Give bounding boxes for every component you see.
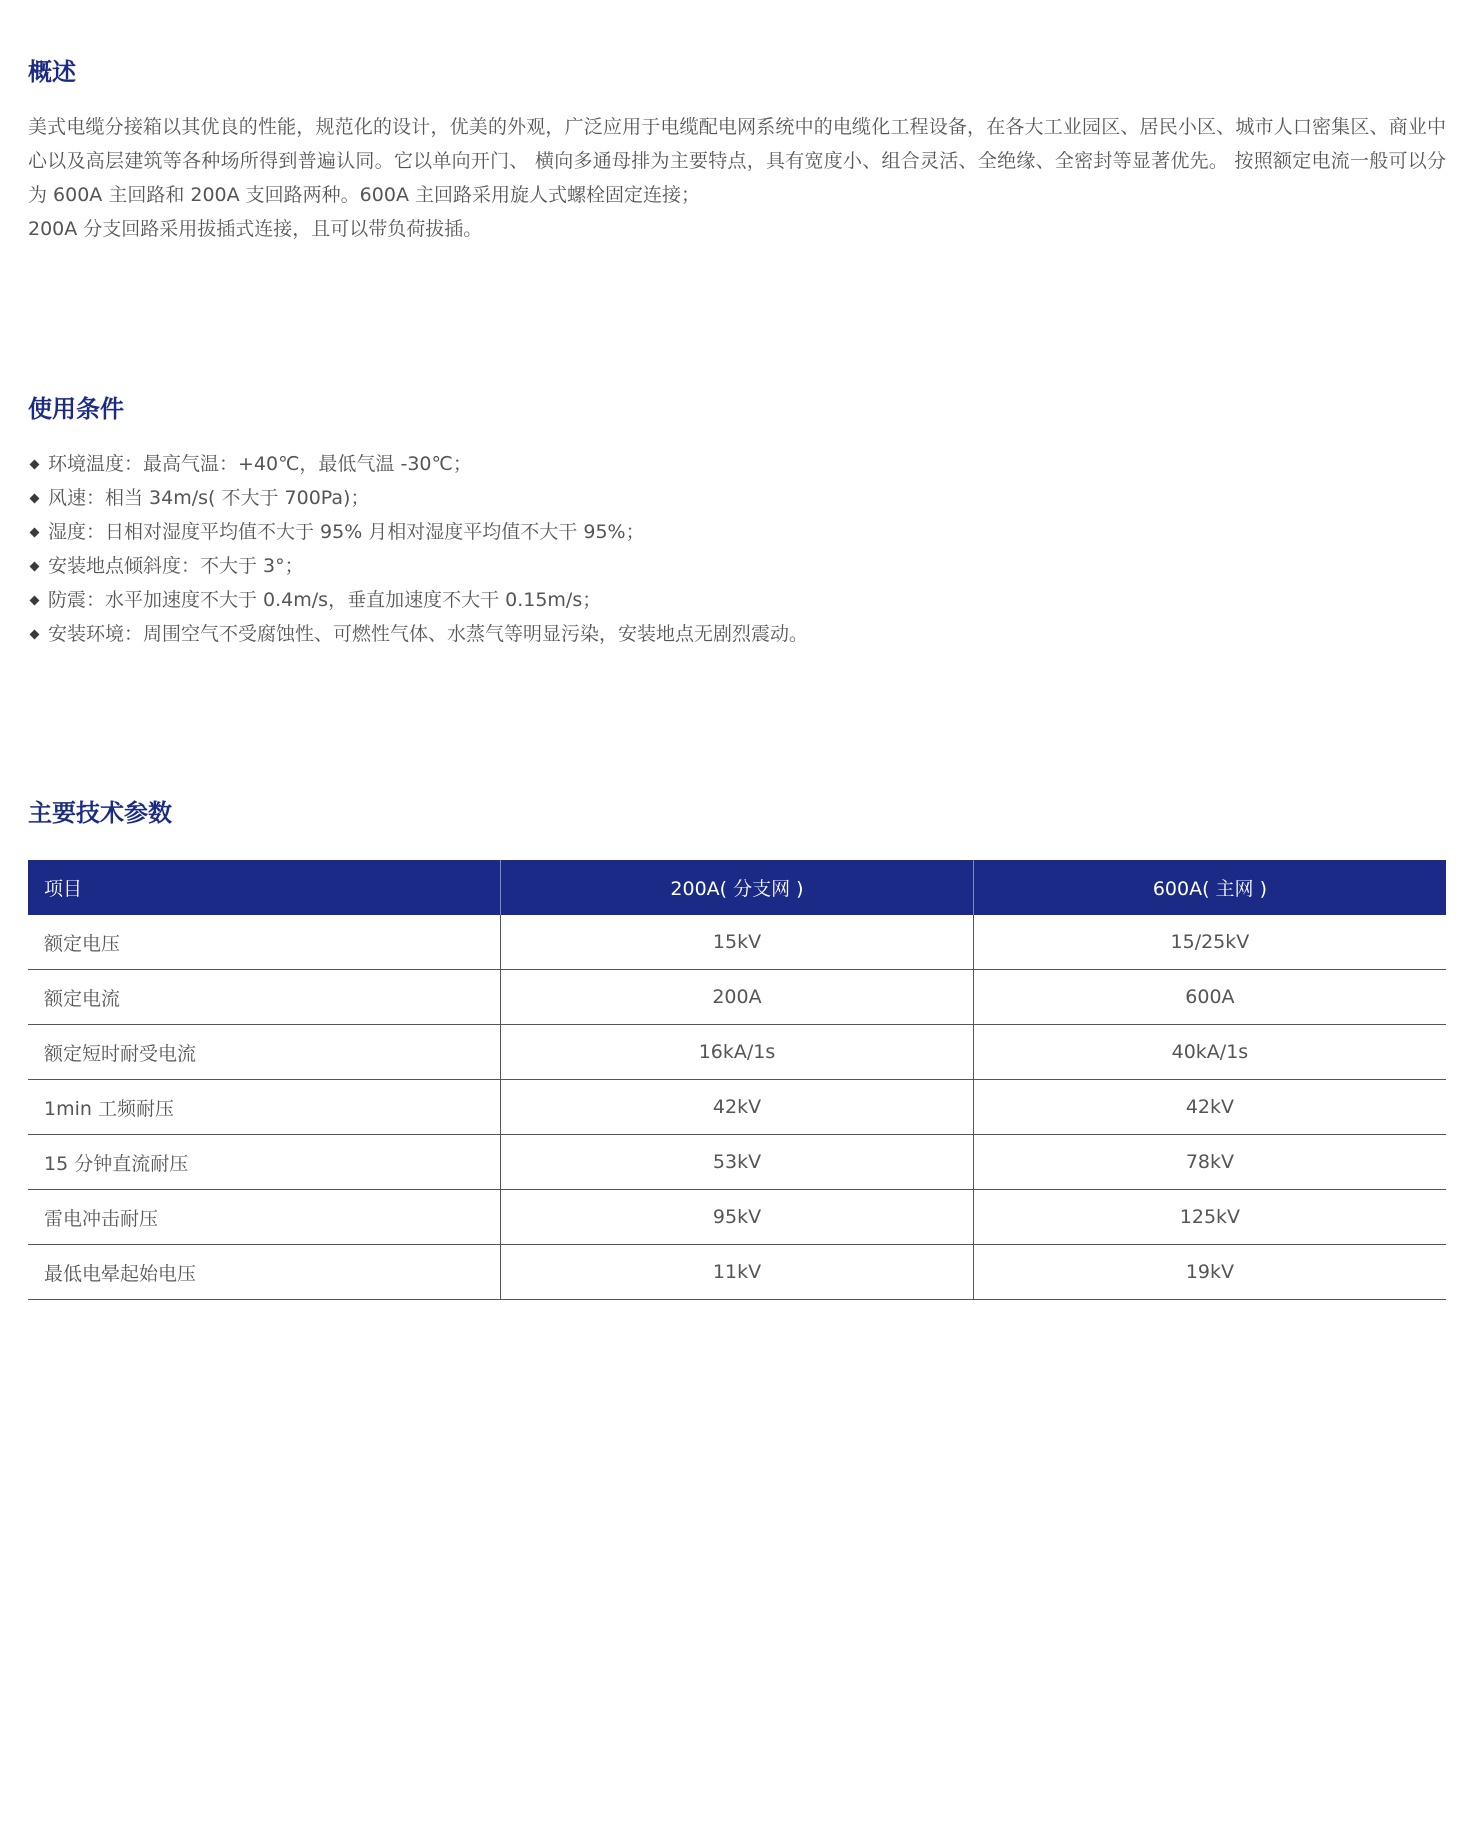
- cell-item: 额定短时耐受电流: [28, 1025, 501, 1080]
- cell-600a: 42kV: [973, 1080, 1446, 1135]
- table-row: [28, 1190, 1446, 1245]
- diamond-bullet-icon: [30, 527, 40, 537]
- condition-text: 防震：水平加速度不大于 0.4m/s，垂直加速度不大干 0.15m/s；: [48, 589, 602, 611]
- cell-600a: 600A: [973, 970, 1446, 1025]
- condition-item: [28, 583, 808, 617]
- condition-text: 环境温度：最高气温：+40℃，最低气温 -30℃；: [48, 453, 472, 475]
- overview-paragraph: 200A 分支回路采用拔插式连接，且可以带负荷拔插。: [28, 218, 483, 240]
- conditions-title: 使用条件: [28, 395, 124, 423]
- table-row: [28, 970, 1446, 1025]
- cell-200a: 15kV: [501, 915, 974, 970]
- cell-item: 最低电晕起始电压: [28, 1245, 501, 1300]
- cell-200a: 11kV: [501, 1245, 974, 1300]
- condition-text: 安装地点倾斜度：不大于 3°；: [48, 555, 304, 577]
- cell-200a: 53kV: [501, 1135, 974, 1190]
- header-200a: 200A( 分支网 ): [501, 860, 974, 915]
- header-600a: 600A( 主网 ): [973, 860, 1446, 915]
- diamond-bullet-icon: [30, 493, 40, 503]
- overview-text: [28, 110, 1446, 246]
- table-header-row: [28, 860, 1446, 915]
- cell-600a: 40kA/1s: [973, 1025, 1446, 1080]
- condition-item: [28, 617, 808, 651]
- cell-200a: 200A: [501, 970, 974, 1025]
- overview-title: 概述: [28, 58, 76, 86]
- table-row: [28, 915, 1446, 970]
- condition-item: [28, 549, 808, 583]
- condition-text: 风速：相当 34m/s( 不大于 700Pa)；: [48, 487, 370, 509]
- header-item: 项目: [28, 860, 501, 915]
- condition-text: 湿度：日相对湿度平均值不大于 95% 月相对湿度平均值不大干 95%；: [48, 521, 645, 543]
- cell-600a: 125kV: [973, 1190, 1446, 1245]
- cell-item: 15 分钟直流耐压: [28, 1135, 501, 1190]
- diamond-bullet-icon: [30, 459, 40, 469]
- condition-item: [28, 515, 808, 549]
- cell-200a: 16kA/1s: [501, 1025, 974, 1080]
- condition-text: 安装环境：周围空气不受腐蚀性、可燃性气体、水蒸气等明显污染，安装地点无剧烈震动。: [48, 623, 809, 645]
- params-title: 主要技术参数: [28, 799, 172, 827]
- table-row: [28, 1025, 1446, 1080]
- diamond-bullet-icon: [30, 629, 40, 639]
- table-row: [28, 1080, 1446, 1135]
- cell-600a: 15/25kV: [973, 915, 1446, 970]
- params-table: [28, 860, 1446, 1300]
- cell-item: 雷电冲击耐压: [28, 1190, 501, 1245]
- cell-item: 1min 工频耐压: [28, 1080, 501, 1135]
- diamond-bullet-icon: [30, 595, 40, 605]
- cell-600a: 19kV: [973, 1245, 1446, 1300]
- cell-600a: 78kV: [973, 1135, 1446, 1190]
- cell-200a: 95kV: [501, 1190, 974, 1245]
- overview-paragraph: 美式电缆分接箱以其优良的性能，规范化的设计，优美的外观，广泛应用于电缆配电网系统中的电缆化工程设备，在各大工业园区、居民小区、城市人口密集区、商业中心以及高层建筑等各种场所得到普遍认同。它以单向开门、 横向多通母排为主要特点，具有宽度小、组合灵活、全绝缘、全密封等显著优先。 按照额定电流一般可以分为 600A 主回路和 200A 支回路两种。600A 主回路采用旋人式螺栓固定连接；: [28, 116, 1446, 206]
- condition-item: [28, 481, 808, 515]
- cell-200a: 42kV: [501, 1080, 974, 1135]
- cell-item: 额定电压: [28, 915, 501, 970]
- table-row: [28, 1245, 1446, 1300]
- table-row: [28, 1135, 1446, 1190]
- diamond-bullet-icon: [30, 561, 40, 571]
- conditions-list: [28, 447, 808, 651]
- cell-item: 额定电流: [28, 970, 501, 1025]
- condition-item: [28, 447, 808, 481]
